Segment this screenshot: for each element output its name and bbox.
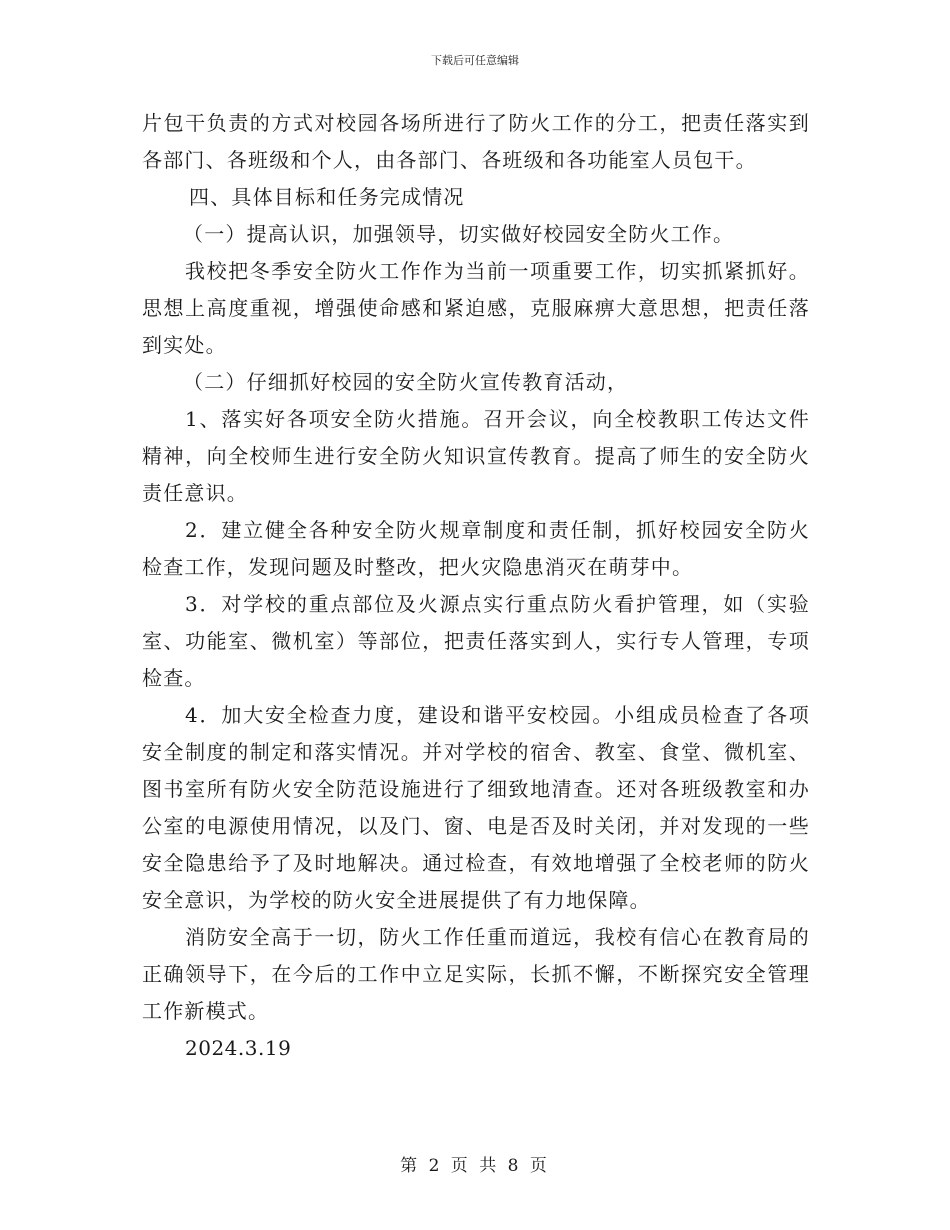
paragraph-item-1: 1、落实好各项安全防火措施。召开会议，向全校教职工传达文件精神，向全校师生进行安全防火知识宣传教育。提高了师生的安全防火责任意识。	[142, 407, 810, 505]
paragraph-conclusion: 消防安全高于一切，防火工作任重而道远，我校有信心在教育局的正确领导下，在今后的工作中立足实际，长抓不懈，不断探究安全管理工作新模式。	[142, 925, 810, 1023]
paragraph-item-4: 4．加大安全检查力度，建设和谐平安校园。小组成员检查了各项安全制度的制定和落实情况。并对学校的宿舍、教室、食堂、微机室、图书室所有防火安全防范设施进行了细致地清查。还对各班级教室和办公室的电源使用情况，以及门、窗、电是否及时关闭，并对发现的一些安全隐患给予了及时地解决。通过检查，有效地增强了全校老师的防火安全意识，为学校的防火安全进展提供了有力地保障。	[142, 703, 810, 912]
paragraph-responsibility-division: 片包干负责的方式对校园各场所进行了防火工作的分工，把责任落实到各部门、各班级和个人，由各部门、各班级和各功能室人员包干。	[142, 111, 810, 172]
document-date: 2024.3.19	[185, 1036, 292, 1060]
page-header-note: 下载后可任意编辑	[431, 54, 519, 67]
section-heading-goals: 四、具体目标和任务完成情况	[189, 185, 465, 209]
paragraph-item-3: 3．对学校的重点部位及火源点实行重点防火看护管理，如（实验室、功能室、微机室）等部位，把责任落实到人，实行专人管理，专项检查。	[142, 592, 810, 690]
subheading-education: （二）仔细抓好校园的安全防火宣传教育活动，	[183, 370, 629, 394]
paragraph-item-2: 2．建立健全各种安全防火规章制度和责任制，抓好校园安全防火检查工作，发现问题及时整改，把火灾隐患消灭在萌芽中。	[142, 518, 810, 579]
page-number-footer: 第 2 页 共 8 页	[400, 1156, 550, 1176]
document-body	[142, 105, 810, 1067]
paragraph-winter-fire-safety: 我校把冬季安全防火工作作为当前一项重要工作，切实抓紧抓好。思想上高度重视，增强使命感和紧迫感，克服麻痹大意思想，把责任落到实处。	[142, 259, 810, 357]
subheading-awareness: （一）提高认识，加强领导，切实做好校园安全防火工作。	[183, 222, 735, 246]
